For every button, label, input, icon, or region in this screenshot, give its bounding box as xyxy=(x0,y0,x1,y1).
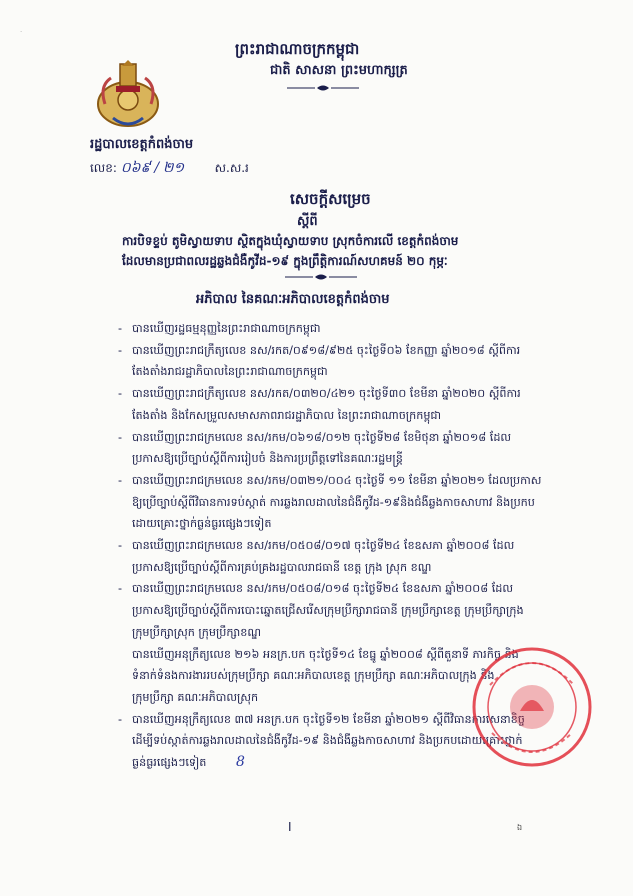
subject-line-2: ដែលមានប្រជាពលរដ្ឋឆ្លងជំងឺកូវីដ-១៩ ក្នុងព្រឹត្តិការណ៍សហគមន៍ ២០ កុម្ភៈ xyxy=(122,254,448,268)
consideration-line: ប្រកាសឱ្យប្រើច្បាប់ស្តីពីការបោះឆ្នោតជ្រើសរើសក្រុមប្រឹក្សារាជធានី ក្រុមប្រឹក្សាខេត្ត ក្រុមប្រឹក្សាក្រុង xyxy=(132,604,524,618)
consideration-line: បានឃើញរដ្ឋធម្មនុញ្ញនៃព្រះរាជាណាចក្រកម្ពុជា xyxy=(132,322,321,335)
ref-year-handwritten: ២១ xyxy=(162,160,185,176)
consideration-line: បានឃើញអនុក្រឹត្យលេខ ២១៦ អនក្រ.បក ចុះថ្ងៃទី១៤ ខែធ្នូ ឆ្នាំ២០០៨ ស្តីពីតួនាទី ភារកិច្ច និង xyxy=(132,647,519,661)
bullet-dash: - xyxy=(118,712,123,726)
consideration-line: បានឃើញព្រះរាជក្រមលេខ នស/រកម/០៥០៨/០១៨ ចុះថ្ងៃទី២៤ ខែឧសភា ឆ្នាំ២០០៨ ដែល xyxy=(132,582,513,596)
royal-emblem-icon xyxy=(93,60,163,132)
consideration-item xyxy=(118,535,588,578)
consideration-line: បានឃើញព្រះរាជក្រឹត្យលេខ នស/រកត/០៩១៨/៩២៥ ចុះថ្ងៃទី០៦ ខែកញ្ញា ឆ្នាំ២០១៨ ស្តីពីការ xyxy=(132,343,521,357)
consideration-line: ដោយគ្រោះថ្នាក់ធ្ងន់ធ្ងរផ្សេងៗទៀត xyxy=(132,517,272,531)
page-number: I xyxy=(288,820,292,834)
issuer-ministry: រដ្ឋបាលខេត្តកំពង់ចាម xyxy=(90,137,194,152)
document-type-title: សេចក្តីសម្រេច xyxy=(290,190,371,208)
corner-mark-top: · xyxy=(20,28,23,36)
divider-flourish-2 xyxy=(285,273,357,281)
bullet-dash: - xyxy=(118,473,123,487)
ref-label: លេខ: xyxy=(90,161,117,175)
consideration-line: ធ្ងន់ធ្ងរផ្សេងៗទៀត xyxy=(132,756,207,770)
bullet-dash: - xyxy=(118,582,123,596)
official-seal-stamp-icon xyxy=(470,645,594,769)
consideration-item xyxy=(118,470,588,535)
consideration-line: តែងតាំង និងកែសម្រួលសមាសភាពរាជរដ្ឋាភិបាល នៃព្រះរាជាណាចក្រកម្ពុជា xyxy=(132,408,442,422)
ref-number-handwritten: ០៦៩ xyxy=(120,160,151,176)
consideration-item xyxy=(118,578,588,643)
consideration-line: ប្រកាសឱ្យប្រើច្បាប់ស្តីពីការរៀបចំ និងការប្រព្រឹត្តទៅនៃគណៈរដ្ឋមន្ត្រី xyxy=(132,452,403,466)
consideration-line: ក្រុមប្រឹក្សា គណៈអភិបាលស្រុក xyxy=(132,690,259,704)
bullet-dash: - xyxy=(118,539,123,553)
bullet-dash: - xyxy=(118,387,123,401)
consideration-line: បានឃើញអនុក្រឹត្យលេខ ៣៧ អនក្រ.បក ចុះថ្ងៃទី១២ ខែមីនា ឆ្នាំ២០២១ ស្តីពីវិធានការសេនាខិច្ច xyxy=(132,712,525,726)
bullet-dash: - xyxy=(118,322,123,335)
subject-line-1: ការបិទខ្ទប់ តូមិស្វាយទាប ស្ថិតក្នុងឃុំស្វាយទាប ស្រុកចំការលើ ខេត្តកំពង់ចាម xyxy=(122,234,459,248)
divider-flourish xyxy=(287,84,359,92)
corner-mark: ឯ xyxy=(517,823,523,832)
consideration-line: បានឃើញព្រះរាជក្រមលេខ នស/រកម/០៣២១/០០៤ ចុះថ្ងៃទី ១១ ខែមីនា ឆ្នាំ២០២១ ដែលប្រកាស xyxy=(132,473,542,487)
reference-number: លេខ: ០៦៩ / ២១ ស.ស.រ xyxy=(90,160,249,176)
consideration-line: ប្រកាសឱ្យប្រើច្បាប់ស្តីពីការគ្រប់គ្រងរដ្ឋបាលរាជធានី ខេត្ត ក្រុង ស្រុក ខណ្ឌ xyxy=(132,560,432,574)
consideration-line: បានឃើញព្រះរាជក្រឹត្យលេខ នស/រកត/០៣២០/៤២១ ចុះថ្ងៃទី៣០ ខែមីនា ឆ្នាំ២០២០ ស្តីពីការ xyxy=(132,387,521,401)
about-label: ស្តីពី xyxy=(297,214,318,229)
motto-heading: ជាតិ សាសនា ព្រះមហាក្សត្រ xyxy=(270,63,408,78)
ref-suffix: ស.ស.រ xyxy=(214,161,249,175)
kingdom-heading: ព្រះរាជាណាចក្រកម្ពុជា xyxy=(235,40,360,58)
consideration-line: ដើម្បីទប់ស្កាត់ការឆ្លងរាលដាលនៃជំងឺកូវីដ-១៩ និងជំងឺឆ្លងកាចសាហាវ និងប្រកបដោយគ្រោះថ្នាក់ xyxy=(132,734,523,748)
consideration-item xyxy=(118,318,588,340)
consideration-line: បានឃើញព្រះរាជក្រមលេខ នស/រកម/០៦១៨/០១២ ចុះថ្ងៃទី២៨ ខែមិថុនា ឆ្នាំ២០១៨ ដែល xyxy=(132,430,512,444)
consideration-item xyxy=(118,383,588,426)
consideration-line: ក្រុមប្រឹក្សាស្រុក ក្រុមប្រឹក្សាខណ្ឌ xyxy=(132,625,261,639)
handwritten-tick-mark: 8 xyxy=(236,754,245,771)
authority-heading: អភិបាល នៃគណៈអភិបាលខេត្តកំពង់ចាម xyxy=(196,292,390,307)
consideration-item xyxy=(118,340,588,383)
consideration-line: បានឃើញព្រះរាជក្រមលេខ នស/រកម/០៥០៨/០១៧ ចុះថ្ងៃទី២៤ ខែឧសភា ឆ្នាំ២០០៨ ដែល xyxy=(132,539,515,553)
consideration-line: ឱ្យប្រើច្បាប់ស្តីពីវិធានការទប់ស្កាត់ ការឆ្លងរាលដាលនៃជំងឺកូវីដ-១៩និងជំងឺឆ្លងកាចសាហាវ និងប្រកប xyxy=(132,495,535,509)
consideration-line: ទំនាក់ទំនងការងាររបស់ក្រុមប្រឹក្សា គណៈអភិបាលខេត្ត ក្រុមប្រឹក្សា គណៈអភិបាលក្រុង និង xyxy=(132,669,495,683)
bullet-dash: - xyxy=(118,430,123,444)
consideration-line: តែងតាំងរាជរដ្ឋាភិបាលនៃព្រះរាជាណាចក្រកម្ពុជា xyxy=(132,365,328,379)
consideration-item xyxy=(118,427,588,470)
bullet-dash: - xyxy=(118,343,123,357)
